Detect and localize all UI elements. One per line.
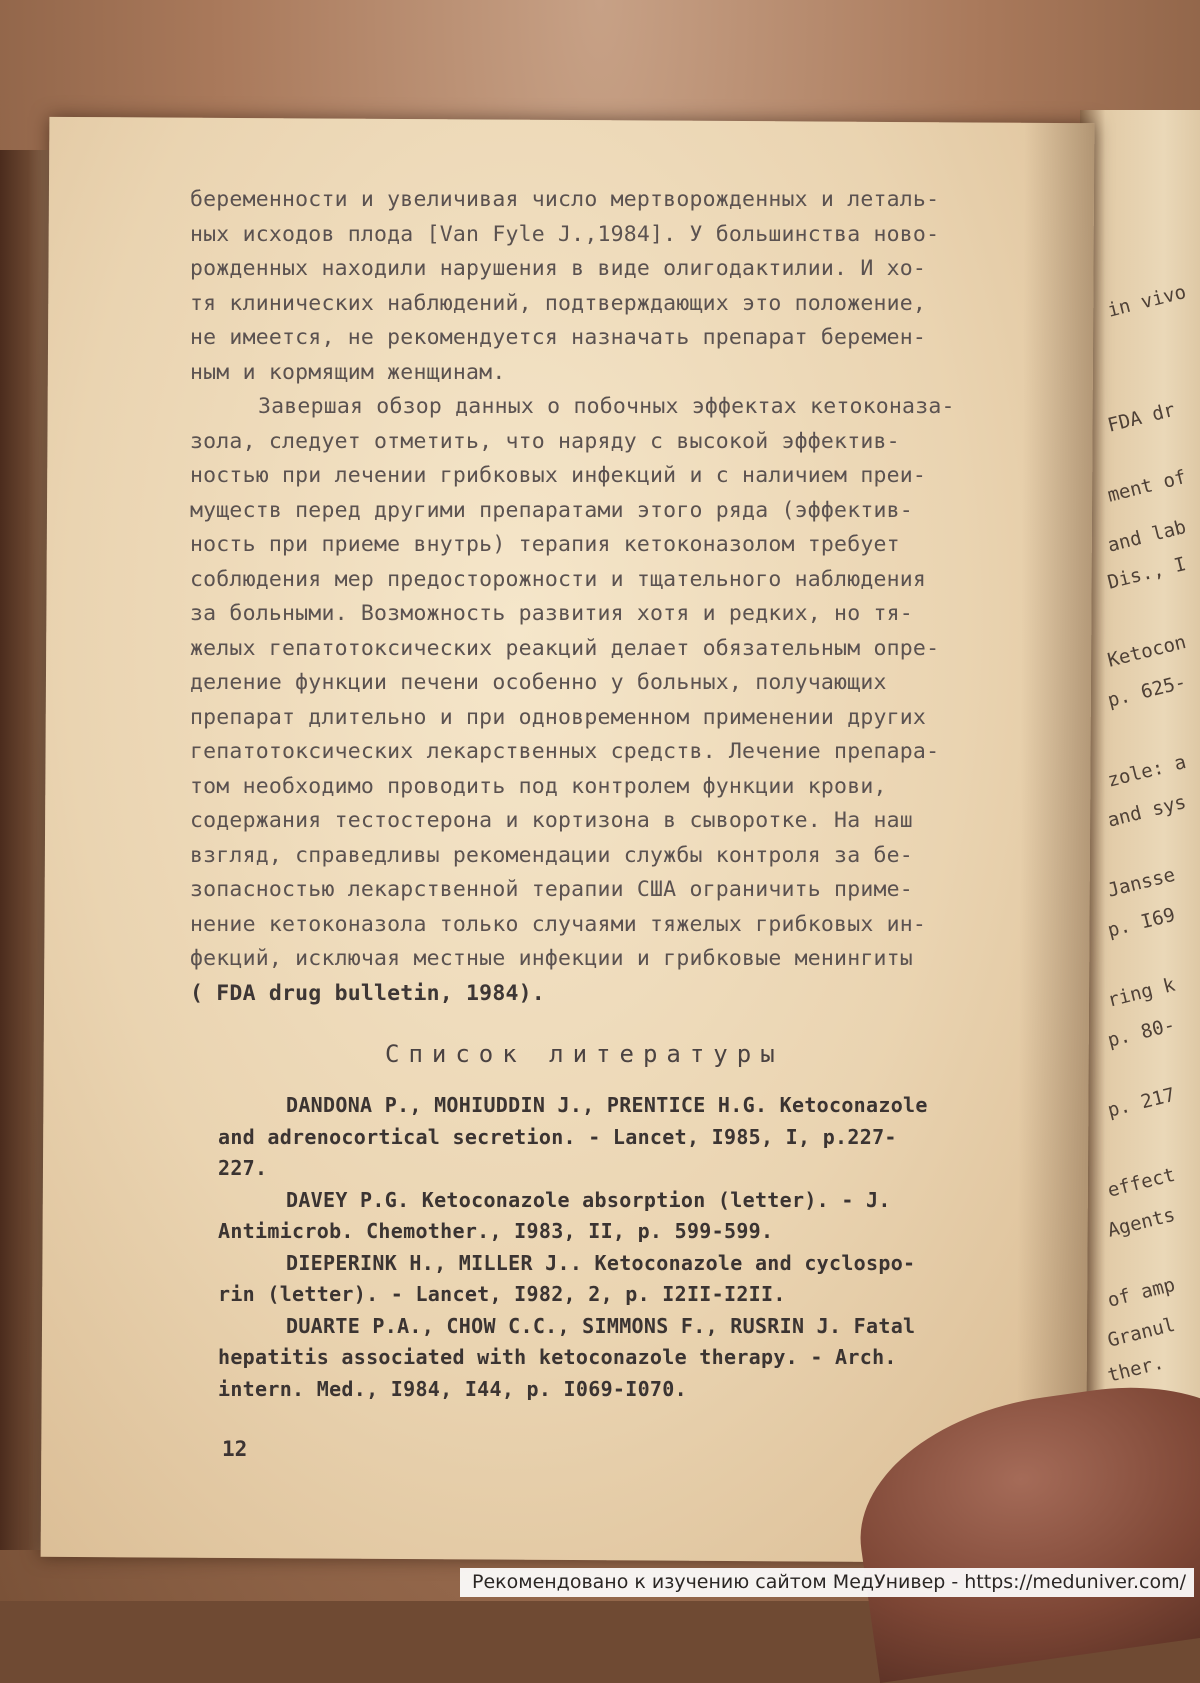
adjacent-page-fragment: Dis., I bbox=[1105, 552, 1189, 594]
body-line: ность при приеме внутрь) терапия кетоконазолом требует bbox=[190, 532, 900, 557]
body-line: тя клинических наблюдений, подтверждающих это положение, bbox=[190, 290, 927, 316]
adjacent-page-fragment: in vivo bbox=[1105, 280, 1189, 322]
adjacent-page bbox=[1080, 110, 1200, 1560]
reference-line: 227. bbox=[218, 1156, 268, 1180]
adjacent-page-fragment: p. 217 bbox=[1105, 1083, 1178, 1122]
body-line: содержания тестостерона и кортизона в сыворотке. На наш bbox=[190, 808, 913, 833]
body-line: деление функции печени особенно у больных, получающих bbox=[190, 670, 887, 695]
adjacent-page-fragment: effect bbox=[1105, 1163, 1178, 1202]
reference-line: DANDONA P., MOHIUDDIN J., PRENTICE H.G. Ketoconazole bbox=[286, 1093, 928, 1117]
adjacent-page-fragment: and lab bbox=[1105, 515, 1189, 557]
adjacent-page-fragment: of amp bbox=[1105, 1273, 1178, 1312]
adjacent-page-fragment: Ketocon bbox=[1105, 630, 1189, 672]
adjacent-page-fragment: ther. bbox=[1105, 1351, 1167, 1387]
body-line: соблюдения мер предосторожности и тщательного наблюдения bbox=[190, 566, 927, 592]
adjacent-page-fragment: p. 625- bbox=[1105, 670, 1189, 712]
adjacent-page-fragment: FDA dr bbox=[1105, 398, 1178, 437]
reference-line: DAVEY P.G. Ketoconazole absorption (letter). - J. bbox=[286, 1187, 891, 1212]
body-line: препарат длительно и при одновременном применении других bbox=[190, 704, 927, 730]
body-line: ( FDA drug bulletin, 1984). bbox=[190, 980, 545, 1006]
reference-line: rin (letter). - Lancet, I982, 2, p. I2II-I2II. bbox=[218, 1282, 786, 1306]
references-heading: Список литературы bbox=[385, 1040, 784, 1068]
adjacent-page-fragment: ring k bbox=[1105, 973, 1178, 1012]
body-line: муществ перед другими препаратами этого ряда (эффектив- bbox=[190, 497, 913, 523]
watermark-banner: Рекомендовано к изучению сайтом МедУнивер - https://meduniver.com/ bbox=[460, 1568, 1194, 1597]
body-line: желых гепатотоксических реакций делает обязательным опре- bbox=[190, 635, 940, 661]
body-line: гепатотоксических лекарственных средств. Лечение препара- bbox=[190, 739, 940, 764]
reference-line: Antimicrob. Chemother., I983, II, p. 599-599. bbox=[218, 1219, 774, 1243]
reference-line: intern. Med., I984, I44, p. I069-I070. bbox=[218, 1376, 687, 1401]
body-line: взгляд, справедливы рекомендации службы контроля за бе- bbox=[190, 842, 913, 868]
adjacent-page-fragment: Jansse bbox=[1105, 863, 1178, 902]
adjacent-page-fragment: and sys bbox=[1105, 790, 1189, 832]
body-line: зола, следует отметить, что наряду с высокой эффектив- bbox=[190, 428, 900, 454]
adjacent-page-fragment: zole: a bbox=[1105, 750, 1189, 792]
body-line: за больными. Возможность развития хотя и редких, но тя- bbox=[190, 601, 913, 626]
page-fold-shadow bbox=[1016, 123, 1095, 1563]
body-line: ным и кормящим женщинам. bbox=[190, 359, 506, 385]
reference-line: DIEPERINK H., MILLER J.. Ketoconazole and cyclospo- bbox=[286, 1250, 916, 1275]
reference-list bbox=[218, 1090, 1008, 1405]
adjacent-page-fragment: Agents bbox=[1105, 1203, 1178, 1242]
reference-line: and adrenocortical secretion. - Lancet, I985, I, p.227- bbox=[218, 1124, 897, 1149]
page-number: 12 bbox=[222, 1437, 248, 1461]
adjacent-page-fragment: ment of bbox=[1105, 465, 1189, 507]
body-line: не имеется, не рекомендуется назначать препарат беремен- bbox=[190, 325, 927, 350]
body-text bbox=[190, 183, 1020, 1011]
body-line: рожденных находили нарушения в виде олигодактилии. И хо- bbox=[190, 256, 927, 281]
reference-line: DUARTE P.A., CHOW C.C., SIMMONS F., RUSRIN J. Fatal bbox=[286, 1313, 916, 1338]
body-line: фекций, исключая местные инфекции и грибковые менингиты bbox=[190, 946, 913, 971]
adjacent-page-fragment: Granul bbox=[1105, 1313, 1178, 1352]
body-line: том необходимо проводить под контролем функции крови, bbox=[190, 773, 887, 799]
adjacent-page-fragment: p. 80- bbox=[1105, 1013, 1178, 1052]
body-line: Завершая обзор данных о побочных эффектах кетоконаза- bbox=[258, 394, 955, 419]
body-line: нение кетоконазола только случаями тяжелых грибковых ин- bbox=[190, 911, 927, 937]
adjacent-page-fragment: p. I69 bbox=[1105, 903, 1178, 942]
body-line: беременности и увеличивая число мертворожденных и леталь- bbox=[190, 187, 940, 212]
reference-line: hepatitis associated with ketoconazole therapy. - Arch. bbox=[218, 1345, 897, 1369]
body-line: зопасностью лекарственной терапии США ограничить приме- bbox=[190, 877, 913, 902]
body-line: ностью при лечении грибковых инфекций и с наличием преи- bbox=[190, 463, 927, 488]
body-line: ных исходов плода [Van Fyle J.,1984]. У большинства ново- bbox=[190, 221, 940, 247]
